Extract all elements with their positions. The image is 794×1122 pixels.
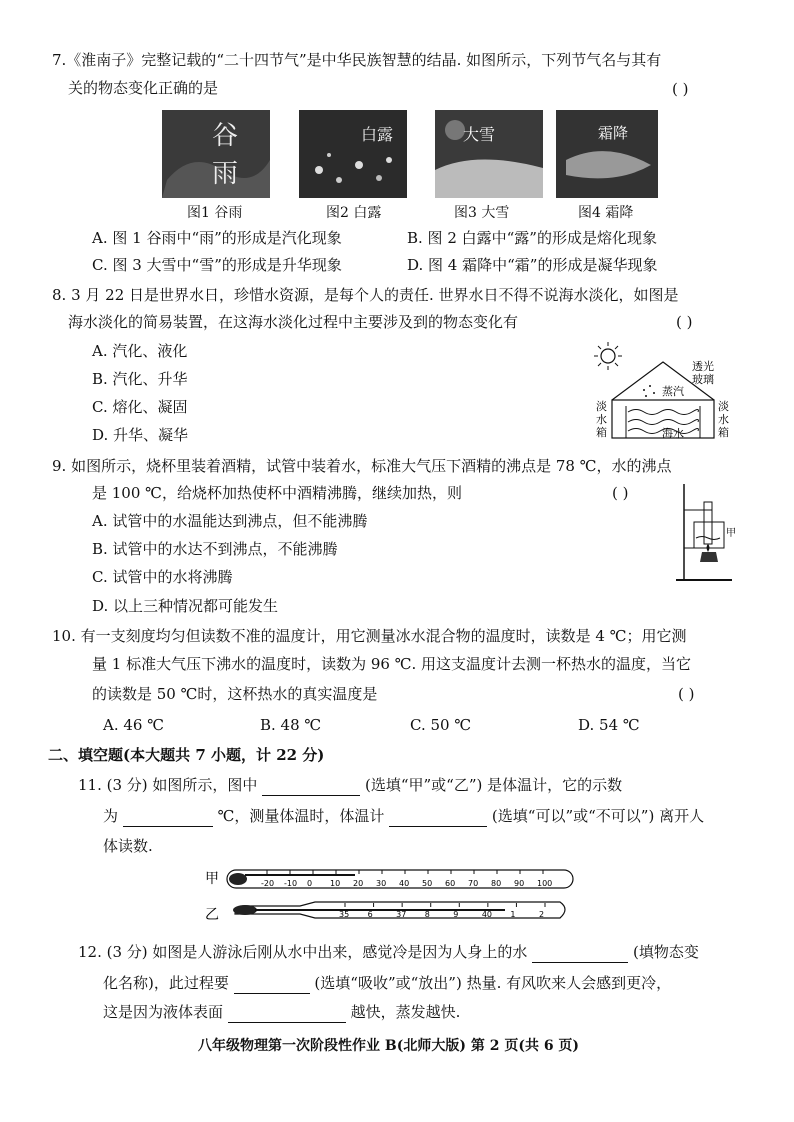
q12-text-6: 越快，蒸发越快. (350, 1003, 461, 1021)
thermometer-jia-tick-label: 80 (491, 879, 502, 888)
label-vapor: 蒸汽 (662, 385, 684, 398)
thermometer-jia-tick-label: 90 (514, 879, 525, 888)
label-glass-1: 透光 (692, 360, 714, 373)
thermometer-jia-tick-label: 60 (445, 879, 456, 888)
dew-icon (299, 110, 407, 198)
thermometer-jia-tick-label: 100 (537, 879, 553, 888)
boiling-apparatus-diagram (672, 480, 740, 584)
q12-blank-2[interactable] (234, 977, 310, 994)
q9-answer-paren: ( ) (612, 484, 629, 502)
q10-option-d: D. 54 ℃ (578, 716, 640, 734)
frost-icon (556, 110, 658, 198)
image-bailu (299, 110, 407, 198)
label-fresh-right-1: 淡 (718, 400, 729, 413)
thermometer-yi-tick-label: 8 (424, 910, 430, 919)
q12-line2 (103, 972, 671, 994)
rain-icon (162, 110, 270, 198)
q12-blank-1[interactable] (532, 946, 628, 963)
thermometer-jia-tick-label: -20 (261, 879, 275, 888)
q10-answer-paren: ( ) (678, 685, 695, 703)
thermometer-yi-tick-label: 40 (481, 910, 493, 919)
q7-line2: 关的物态变化正确的是 (68, 79, 219, 97)
label-fresh-left-2: 水 (596, 413, 607, 426)
label-fresh-right-3: 箱 (718, 426, 729, 439)
thermometer-jia-tick-label: 10 (330, 879, 341, 888)
label-fresh-left-3: 箱 (596, 426, 607, 439)
q12-text-2: (填物态变 (632, 943, 699, 961)
q11-blank-2[interactable] (123, 810, 213, 827)
q11-text-4: ℃，测量体温时，体温计 (217, 807, 385, 825)
snow-icon (435, 110, 543, 198)
q9-option-d: D. 以上三种情况都可能发生 (92, 597, 279, 615)
q8-line1: 8. 3 月 22 日是世界水日，珍惜水资源，是每个人的责任. 世界水日不得不说海水淡化，如图是 (52, 286, 679, 304)
sun-icon (594, 342, 622, 370)
image-guyu-text1: 谷 (212, 121, 239, 151)
thermometer-jia-tick-label: 70 (468, 879, 479, 888)
q7-answer-paren: ( ) (672, 80, 689, 98)
q12-text-4: (选填“吸收”或“放出”) 热量. 有风吹来人会感到更冷， (314, 974, 672, 992)
caption-fig1: 图1 谷雨 (187, 205, 243, 221)
q10-line1: 10. 有一支刻度均匀但读数不准的温度计，用它测量冰水混合物的温度时，读数是 4 ℃；用它测 (52, 627, 687, 645)
image-shuangjiang (556, 110, 658, 198)
thermometer-yi-tick-label: 6 (367, 910, 373, 919)
image-shuangjiang-text: 霜降 (598, 124, 629, 142)
image-guyu (162, 110, 270, 198)
caption-fig3: 图3 大雪 (454, 205, 510, 221)
q8-line2: 海水淡化的简易装置，在这海水淡化过程中主要涉及到的物态变化有 (68, 313, 519, 331)
q7-option-a: A. 图 1 谷雨中“雨”的形成是汽化现象 (92, 229, 342, 247)
thermometer-yi-tick-label: 2 (539, 910, 545, 919)
label-seawater: 海水 (662, 427, 684, 440)
label-fresh-left-1: 淡 (596, 400, 607, 413)
q12-line3 (103, 1001, 460, 1023)
caption-fig2: 图2 白露 (326, 205, 382, 221)
q11-line2 (103, 805, 704, 827)
thermometer-yi-tick-label: 9 (453, 910, 459, 919)
thermometer-yi-label: 乙 (205, 907, 219, 923)
image-guyu-text2: 雨 (212, 159, 239, 189)
thermometer-jia-tick-label: 30 (376, 879, 387, 888)
q11-line1 (78, 774, 622, 796)
thermometer-jia-tick-label: 20 (353, 879, 364, 888)
desalination-diagram (588, 340, 738, 445)
q10-line3: 的读数是 50 ℃时，这杯热水的真实温度是 (92, 685, 378, 703)
q9-line2: 是 100 ℃，给烧杯加热使杯中酒精沸腾，继续加热，则 (92, 484, 462, 502)
q12-blank-3[interactable] (228, 1006, 346, 1023)
q7-line1: 7.《淮南子》完整记载的“二十四节气”是中华民族智慧的结晶. 如图所示，下列节气名与其有 (52, 51, 662, 69)
q8-option-d: D. 升华、凝华 (92, 426, 189, 444)
thermometer-yi-tick-label: 1 (510, 910, 516, 919)
caption-fig4: 图4 霜降 (578, 205, 634, 221)
q12-line1 (78, 941, 699, 963)
alcohol-lamp-icon (700, 552, 718, 562)
thermometer-jia-label: 甲 (205, 871, 219, 887)
q7-option-b: B. 图 2 白露中“露”的形成是熔化现象 (407, 229, 657, 247)
q11-blank-1[interactable] (262, 779, 360, 796)
q8-answer-paren: ( ) (676, 313, 693, 331)
q12-text-3: 化名称)，此过程要 (103, 974, 229, 992)
q11-text-2: (选填“甲”或“乙”) 是体温计，它的示数 (364, 776, 623, 794)
q10-option-a: A. 46 ℃ (103, 716, 165, 734)
image-daxue-text: 大雪 (463, 125, 496, 144)
label-jia: 甲 (726, 528, 736, 539)
q8-option-c: C. 熔化、凝固 (92, 398, 188, 416)
label-fresh-right-2: 水 (718, 413, 729, 426)
q12-text-1: 12. (3 分) 如图是人游泳后刚从水中出来，感觉冷是因为人身上的水 (78, 943, 528, 961)
q9-option-a: A. 试管中的水温能达到沸点，但不能沸腾 (92, 512, 368, 530)
thermometer-jia (227, 870, 573, 888)
q8-option-b: B. 汽化、升华 (92, 370, 188, 388)
q11-blank-3[interactable] (389, 810, 487, 827)
q12-text-5: 这是因为液体表面 (103, 1003, 224, 1021)
image-bailu-text: 白露 (361, 125, 394, 144)
thermometer-yi-tick-label: 37 (396, 910, 407, 919)
q7-option-d: D. 图 4 霜降中“霜”的形成是凝华现象 (407, 256, 658, 274)
q11-text-3: 为 (103, 807, 119, 825)
q8-option-a: A. 汽化、液化 (92, 342, 188, 360)
page-footer: 八年级物理第一次阶段性作业 B(北师大版) 第 2 页(共 6 页) (198, 1038, 580, 1054)
thermometer-jia-tick-label: 50 (422, 879, 433, 888)
q9-option-c: C. 试管中的水将沸腾 (92, 568, 233, 586)
q11-line3: 体读数. (103, 837, 153, 855)
q7-option-c: C. 图 3 大雪中“雪”的形成是升华现象 (92, 256, 342, 274)
q11-text-5: (选填“可以”或“不可以”) 离开人 (491, 807, 705, 825)
q9-line1: 9. 如图所示，烧杯里装着酒精，试管中装着水，标准大气压下酒精的沸点是 78 ℃，水的沸点 (52, 457, 672, 475)
label-glass-2: 玻璃 (692, 373, 714, 386)
thermometer-jia-tick-label: -10 (284, 879, 298, 888)
q10-option-b: B. 48 ℃ (260, 716, 322, 734)
thermometer-yi (233, 902, 565, 919)
thermometer-yi-tick-label: 35 (339, 910, 350, 919)
thermometers-diagram (205, 862, 585, 932)
thermometer-jia-tick-label: 0 (307, 879, 313, 888)
image-daxue (435, 110, 543, 198)
q10-option-c: C. 50 ℃ (410, 716, 472, 734)
q10-line2: 量 1 标准大气压下沸水的温度时，读数为 96 ℃. 用这支温度计去测一杯热水的温度，当它 (92, 655, 692, 673)
section-2-title: 二、填空题(本大题共 7 小题，计 22 分) (48, 746, 325, 764)
q9-option-b: B. 试管中的水达不到沸点，不能沸腾 (92, 540, 338, 558)
thermometer-jia-tick-label: 40 (399, 879, 410, 888)
q11-text-1: 11. (3 分) 如图所示，图中 (78, 776, 258, 794)
